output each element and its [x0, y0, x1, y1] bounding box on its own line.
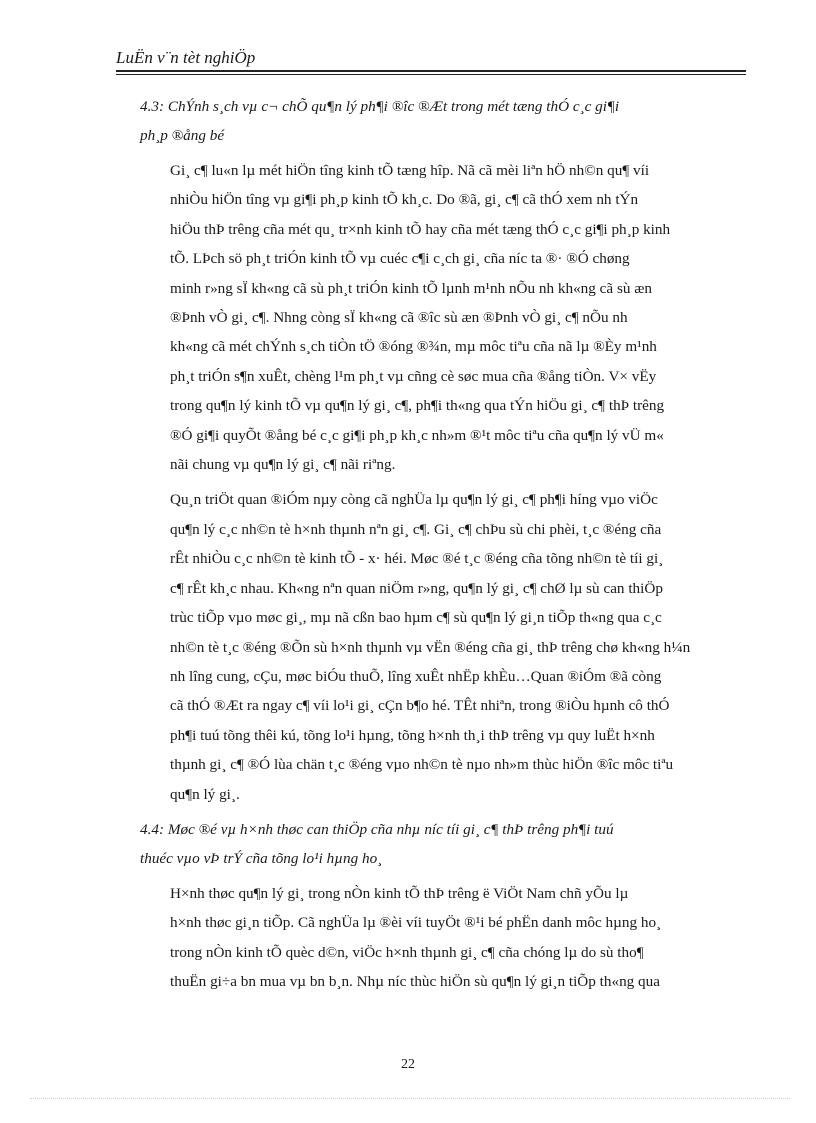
header-rule-thick [116, 70, 746, 72]
header-rule-thin [116, 74, 746, 75]
paragraph: H×nh thøc qu¶n lý gi¸ trong nÒn kinh tÕ thÞ trêng ë ViÖt Nam chñ yÕu lµ h×nh thøc gi¸n tiÕp. Cã nghÜa lµ ®èi víi tuyÖt ®¹i bé phËn danh môc hµng ho¸ trong nÒn kinh tÕ quèc d©n, viÖc h×nh thµnh gi¸ c¶ cña chóng lµ do sù tho¶ thuËn gi÷a bn mua vµ bn b¸n. Nhµ níc thùc hiÖn sù qu¶n lý gi¸n tiÕp th«ng qua [170, 884, 662, 991]
paragraph: Gi¸ c¶ lu«n lµ mét hiÖn tîng kinh tÕ tæng hîp. Nã cã mèi liªn hÖ nh©n qu¶ víi nhiÒu hiÖn tîng vµ gi¶i ph¸p kinh tÕ kh¸c. Do ®ã, gi¸ c¶ cã thÓ xem nh tÝn hiÖu thÞ trêng cña mét qu¸ tr×nh kinh tÕ hay cña mét tæng thÓ c¸c gi¶i ph¸p kinh tÕ. LÞch sö ph¸t triÓn kinh tÕ vµ cuéc c¶i c¸ch gi¸ cña níc ta ®· ®Ó chøng minh r»ng sÏ kh«ng cã sù ph¸t triÓn kinh tÕ lµnh m¹nh nÕu nh kh«ng cã sù æn ®Þnh vÒ gi¸ c¶. Nhng còng sÏ kh«ng cã ®îc sù æn ®Þnh vÒ gi¸ c¶ nÕu nh kh«ng cã mét chÝnh s¸ch tiÒn tÖ ®óng ®¾n, mµ môc tiªu cña nã lµ ®Èy m¹nh ph¸t triÓn s¶n xuÊt, chèng l¹m ph¸t vµ cñng cè søc mua cña ®ång tiÒn. V× vËy trong qu¶n lý kinh tÕ vµ qu¶n lý gi¸ c¶, ph¶i th«ng qua tÝn hiÖu gi¸ c¶ thÞ trêng ®Ó gi¶i quyÕt ®ång bé c¸c gi¶i ph¸p kh¸c nh»m ®¹t môc tiªu cña qu¶n lý vÜ m« nãi chung vµ qu¶n lý gi¸ c¶ nãi riªng. [170, 162, 671, 474]
section-heading-4-3: 4.3: ChÝnh s¸ch vµ c¬ chÕ qu¶n lý ph¶i ®îc ®Æt trong mét tæng thÓ c¸c gi¶i ph¸p ®ång bé [140, 98, 620, 144]
page-body [140, 92, 740, 1003]
paragraph: Qu¸n triÖt quan ®iÓm nµy còng cã nghÜa lµ qu¶n lý gi¸ c¶ ph¶i híng vµo viÖc qu¶n lý c¸c nh©n tè h×nh thµnh nªn gi¸ c¶. Gi¸ c¶ chÞu sù chi phèi, t¸c ®éng cña rÊt nhiÒu c¸c nh©n tè kinh tÕ - x· héi. Møc ®é t¸c ®éng cña tõng nh©n tè tíi gi¸ c¶ rÊt kh¸c nhau. Kh«ng nªn quan niÖm r»ng, qu¶n lý gi¸ c¶ chØ lµ sù can thiÖp trùc tiÕp vµo møc gi¸, mµ nã cßn bao hµm c¶ sù qu¶n lý gi¸n tiÕp th«ng qua c¸c nh©n tè t¸c ®éng ®Õn sù h×nh thµnh vµ vËn ®éng cña gi¸ thÞ trêng chø kh«ng h¼n nh lîng cung, cÇu, møc biÓu thuÕ, lîng xuÊt nhËp khÈu…Quan ®iÓm ®ã còng cã thÓ ®Æt ra ngay c¶ víi lo¹i gi¸ cÇn b¶o hé. TÊt nhiªn, trong ®iÒu hµnh cô thÓ ph¶i tuú tõng thêi kú, tõng lo¹i hµng, tõng h×nh th¸i thÞ trêng vµ quy luËt h×nh thµnh gi¸ c¶ ®Ó lùa chän t¸c ®éng vµo nh©n tè nµo nh»m thùc hiÖn ®îc môc tiªu qu¶n lý gi¸. [170, 491, 691, 803]
page-number: 22 [401, 1057, 415, 1072]
section-heading-4-4: 4.4: Møc ®é vµ h×nh thøc can thiÖp cña nhµ níc tíi gi¸ c¶ thÞ trêng ph¶i tuú thuéc vµo vÞ trÝ cña tõng lo¹i hµng ho¸ [140, 820, 614, 867]
page-bottom-border [30, 1098, 790, 1099]
running-header-title: LuËn v¨n tèt nghiÖp [116, 48, 256, 67]
